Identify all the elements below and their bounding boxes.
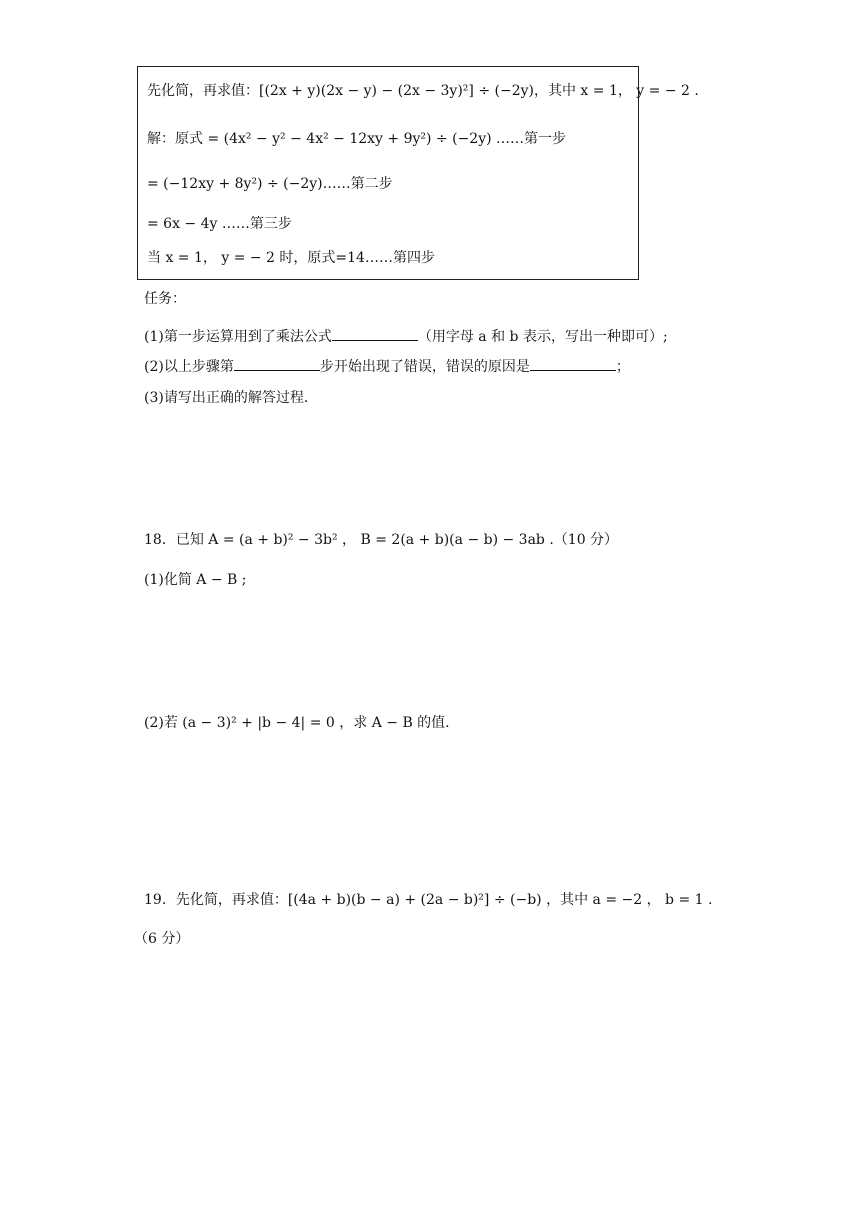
box-step-3: = 6x − 4y ……第三步 xyxy=(147,216,292,232)
task-3: (3)请写出正确的解答过程. xyxy=(144,390,309,406)
box-problem-statement: 先化简，再求值：[(2x + y)(2x − y) − (2x − 3y)²] ÷ (−2y)，其中 x = 1， y = − 2 . xyxy=(147,83,699,99)
question-18-part-1: (1)化简 A − B ; xyxy=(144,572,247,588)
question-18-part-2: (2)若 (a − 3)² + |b − 4| = 0 ，求 A − B 的值. xyxy=(144,715,450,731)
task-1-text: (1)第一步运算用到了乘法公式 xyxy=(144,329,332,345)
task-1-note: （用字母 a 和 b 表示，写出一种即可）; xyxy=(417,329,668,345)
task-1-answer-blank[interactable] xyxy=(332,326,418,341)
box-step-1: 解：原式 = (4x² − y² − 4x² − 12xy + 9y²) ÷ (−2y) ……第一步 xyxy=(147,131,567,147)
box-step-4: 当 x = 1， y = − 2 时，原式=14……第四步 xyxy=(147,250,435,266)
task-2-reason-blank[interactable] xyxy=(530,356,616,371)
task-2-middle-text: 步开始出现了错误，错误的原因是 xyxy=(319,359,530,375)
task-2 xyxy=(144,356,630,377)
task-2-end: ； xyxy=(615,359,630,375)
task-2-text: (2)以上步骤第 xyxy=(144,359,234,375)
question-18-stem: 18．已知 A = (a + b)² − 3b² ， B = 2(a + b)(a − b) − 3ab .（10 分） xyxy=(144,532,619,548)
question-19-score: （6 分） xyxy=(134,931,190,947)
task-1 xyxy=(144,326,668,347)
task-2-step-blank[interactable] xyxy=(234,356,320,371)
question-19-stem: 19．先化简，再求值：[(4a + b)(b − a) + (2a − b)²] ÷ (−b) ，其中 a = −2 ， b = 1 . xyxy=(144,892,713,908)
box-step-2: = (−12xy + 8y²) ÷ (−2y)……第二步 xyxy=(147,176,393,192)
tasks-heading: 任务： xyxy=(144,291,186,307)
